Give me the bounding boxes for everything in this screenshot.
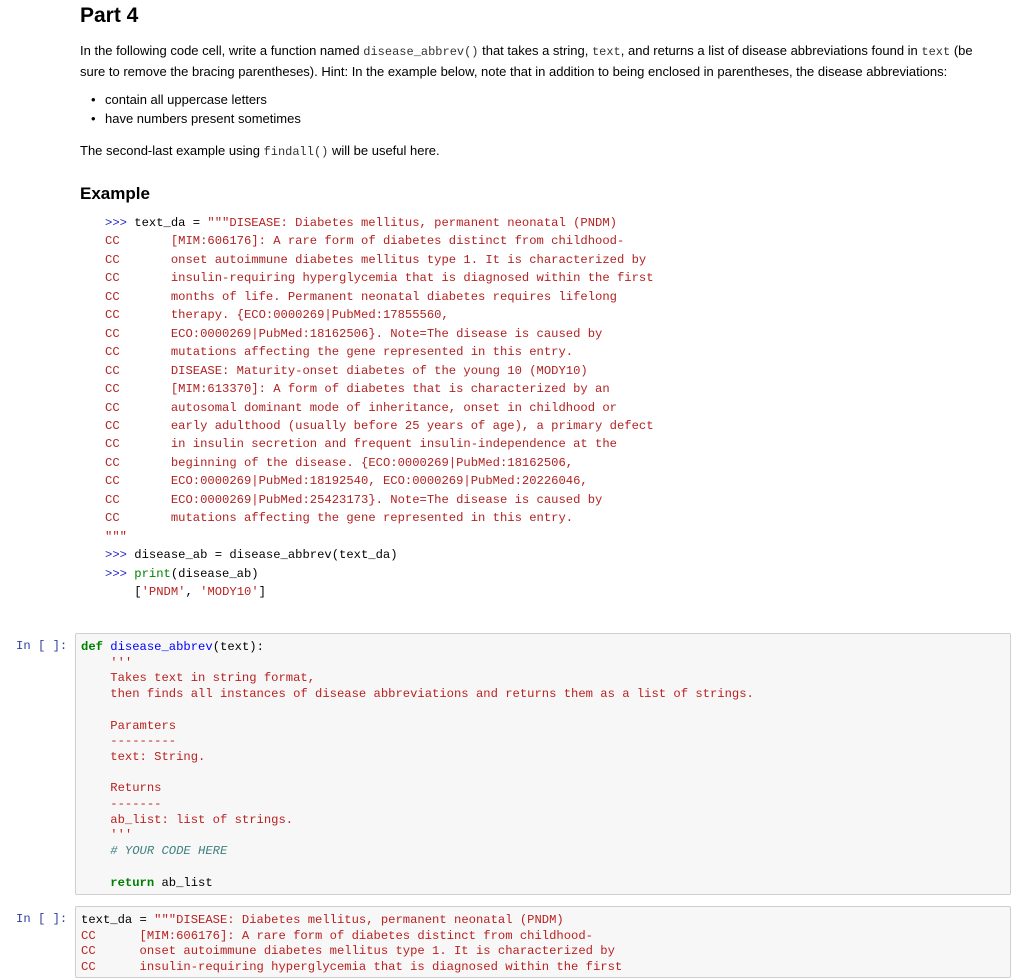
note-text: The second-last example using (80, 143, 264, 158)
intro-text: (be sure to remove the bracing parentheses). Hint: In the example below, note that in addition to being enclosed in parentheses, the disease abbreviations: (80, 43, 973, 79)
cc-text: beginning of the disease. {ECO:0000269|PubMed:18162506, (170, 455, 574, 470)
docstring-line: ''' (81, 655, 133, 670)
example-code-block (105, 214, 654, 602)
inline-code: findall() (263, 145, 329, 159)
cc-text: ECO:0000269|PubMed:18192540, ECO:0000269|PubMed:20226046, (170, 474, 588, 489)
cc-label: CC (105, 271, 120, 286)
cc-lines (81, 929, 1005, 976)
code-editor[interactable] (76, 634, 1010, 895)
doctest-output: ['PNDM', 'MODY10'] (134, 585, 266, 600)
cc-label: CC (105, 326, 120, 341)
string-literal: """DISEASE: Diabetes mellitus, permanent neonatal (PNDM) (154, 913, 564, 927)
cc-text: early adulthood (usually before 25 years of age), a primary defect (170, 418, 654, 433)
cc-label: CC (105, 289, 120, 304)
note-text: will be useful here. (328, 143, 440, 158)
cc-label: CC (105, 492, 120, 507)
cc-label: CC (105, 345, 120, 360)
cc-label: CC (105, 363, 120, 378)
keyword-def: def (81, 640, 103, 654)
hint-list (80, 90, 301, 128)
cc-label: CC (105, 382, 120, 397)
code-text: disease_ab = disease_abbrev(text_da) (126, 548, 398, 563)
keyword-return: return (81, 875, 155, 890)
intro-text: , and returns a list of disease abbreviations found in (620, 43, 922, 58)
code-cell-data[interactable] (75, 906, 1011, 978)
inline-code: text (591, 45, 621, 59)
doctest-prompt: >>> (105, 216, 127, 230)
cc-label: CC (105, 474, 120, 489)
cell-prompt: In [ ]: (16, 912, 68, 926)
cc-lines (105, 234, 654, 525)
builtin-print: print (134, 566, 171, 581)
inline-code: text (921, 45, 951, 59)
hint-item: • have numbers present sometimes (105, 109, 301, 128)
docstring-line: ''' (81, 828, 133, 843)
docstring-line (81, 766, 1005, 782)
code-editor[interactable] (76, 907, 1010, 978)
cc-text: ECO:0000269|PubMed:18162506}. Note=The disease is caused by (170, 326, 603, 341)
cell-prompt: In [ ]: (16, 639, 68, 653)
intro-text: that takes a string, (478, 43, 592, 58)
code-text: text_da = (81, 913, 155, 927)
code-text: (disease_ab) (170, 566, 259, 581)
docstring-line (81, 703, 1005, 719)
code-cell-function[interactable] (75, 633, 1011, 895)
docstring (81, 656, 1005, 844)
cc-label: CC (105, 437, 120, 452)
string-literal: """DISEASE: Diabetes mellitus, permanent neonatal (PNDM) (207, 216, 617, 230)
doctest-prompt: >>> (105, 548, 127, 563)
cc-text: [MIM:613370]: A form of diabetes that is characterized by an (170, 382, 610, 397)
hint-item: • contain all uppercase letters (105, 90, 301, 109)
docstring-line: Takes text in string format, (81, 671, 316, 686)
code-text: text_da = (126, 216, 208, 230)
cc-text: ECO:0000269|PubMed:25423173}. Note=The disease is caused by (170, 492, 603, 507)
cc-text: insulin-requiring hyperglycemia that is diagnosed within the first (170, 271, 654, 286)
cc-text: onset autoimmune diabetes mellitus type 1. It is characterized by (170, 252, 647, 267)
cc-text: in insulin secretion and frequent insulin-independence at the (170, 437, 617, 452)
docstring-line: --------- (81, 734, 177, 749)
cc-label: CC (105, 308, 120, 323)
intro-paragraph (80, 41, 995, 81)
cc-label: CC (105, 455, 120, 470)
part-title: Part 4 (80, 4, 139, 27)
code-line: CC [MIM:606176]: A rare form of diabetes distinct from childhood- (81, 928, 593, 943)
function-name: disease_abbrev (110, 640, 213, 654)
cc-text: therapy. {ECO:0000269|PubMed:17855560, (170, 308, 449, 323)
example-heading: Example (80, 184, 150, 203)
cc-text: DISEASE: Maturity-onset diabetes of the young 10 (MODY10) (170, 363, 588, 378)
code-comment: # YOUR CODE HERE (81, 844, 228, 859)
intro-text: In the following code cell, write a function named (80, 43, 364, 58)
docstring-line: then finds all instances of disease abbreviations and returns them as a list of strings. (81, 687, 754, 702)
cc-label: CC (105, 400, 120, 415)
docstring-line: text: String. (81, 749, 206, 764)
cc-text: months of life. Permanent neonatal diabetes requires lifelong (170, 289, 617, 304)
code-line: CC insulin-requiring hyperglycemia that is diagnosed within the first (81, 960, 623, 975)
cc-label: CC (105, 418, 120, 433)
code-line: CC onset autoimmune diabetes mellitus type 1. It is characterized by (81, 944, 615, 959)
docstring-line: ab_list: list of strings. (81, 812, 294, 827)
closing-quotes: """ (105, 529, 127, 544)
cc-label: CC (105, 234, 120, 249)
docstring-line: Returns (81, 781, 162, 796)
inline-code: disease_abbrev() (363, 45, 479, 59)
docstring-line: ------- (81, 797, 162, 812)
note-paragraph (80, 141, 440, 162)
cc-label: CC (105, 252, 120, 267)
cc-text: [MIM:606176]: A rare form of diabetes distinct from childhood- (170, 234, 625, 249)
cc-text: mutations affecting the gene represented in this entry. (170, 345, 574, 360)
cc-label: CC (105, 511, 120, 526)
code-text: ab_list (154, 875, 213, 890)
code-text: (text): (212, 640, 264, 654)
doctest-prompt: >>> (105, 566, 127, 581)
docstring-line: Paramters (81, 718, 177, 733)
cc-text: mutations affecting the gene represented in this entry. (170, 511, 574, 526)
cc-text: autosomal dominant mode of inheritance, onset in childhood or (170, 400, 617, 415)
